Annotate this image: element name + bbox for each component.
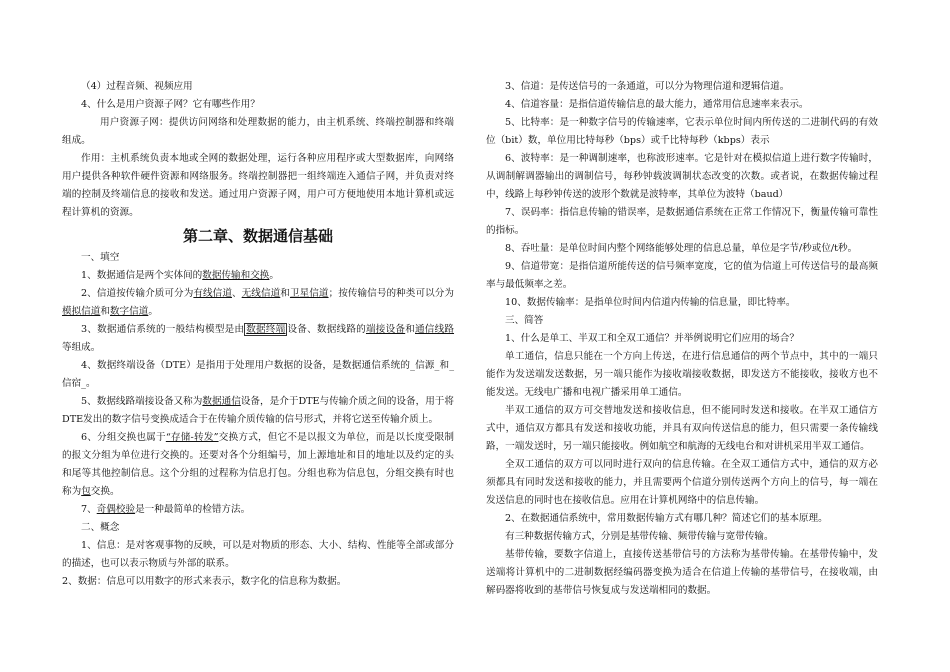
- fill-item-6: 6、分组交换也属于“存储-转发”交换方式，但它不是以报文为单位，而是以长度受限制的报文分组为单位进行交换的。还要对各个分组编号，加上源地址和目的地址以及约定的头和尾等其他控制信息。这个分组的过程称为信息打包。分组也称为信息包，分组交换有时也称为包交换。: [62, 432, 454, 497]
- answer-blank: 卫星信道: [289, 288, 329, 299]
- answer-blank: 数据传输和交换: [202, 270, 270, 281]
- concept-item: 10、数据传输率：是指单位时间内信道内传输的信息量，即比特率。: [505, 297, 796, 308]
- answer-blank: 数据终端: [246, 324, 286, 335]
- answer-blank: 模拟信道: [62, 306, 101, 317]
- right-column: [486, 78, 878, 600]
- concept-item: 6、波特率：是一种调制速率，也称波形速率。它是针对在模拟信道上进行数字传输时，从调制解调器输出的调制信号，每秒钟载波调制状态改变的次数。或者说，在数据传输过程中，线路上每秒钟传送的波形个数就是波特率，其单位为波特（baud）: [486, 153, 878, 200]
- fill-item-2: 2、信道按传输介质可分为有线信道、无线信道和卫星信道；按传输信号的种类可以分为模拟信道和数字信道。: [62, 288, 455, 317]
- fill-item-1: 1、数据通信是两个实体间的数据传输和交换。: [81, 270, 279, 281]
- concept-item: 3、信道：是传送信号的一条通道，可以分为物理信道和逻辑信道。: [505, 81, 790, 92]
- concept-item: 2、数据：信息可以用数字的形式来表示，数字化的信息称为数据。: [62, 576, 347, 587]
- section-heading: 一、填空: [81, 252, 120, 263]
- question: 1、什么是单工、半双工和全双工通信？并举例说明它们应用的场合？: [505, 333, 799, 344]
- left-column: [62, 78, 454, 591]
- paragraph: 半双工通信的双方可交替地发送和接收信息，但不能同时发送和接收。在半双工通信方式中，通信双方都具有发送和接收功能，并具有双向传送信息的能力，但只需要一条传输线路，一端发送时，另一端只能接收。例如航空和航海的无线电台和对讲机采用半双工通信。: [486, 405, 878, 452]
- answer-blank: 端接设备: [365, 324, 406, 335]
- paragraph: 基带传输，要数字信道上，直接传送基带信号的方法称为基带传输。在基带传输中，发送端将计算机中的二进制数据经编码器变换为适合在信道上传输的基带信号，在接收端，由解码器将收到的基带信号恢复成与发送端相同的数据。: [486, 549, 878, 596]
- fill-item-3: 3、数据通信系统的一般结构模型是由 数据终端 设备、数据线路的端接设备和通信线路等组成。: [62, 324, 455, 353]
- chapter-title: 第二章、数据通信基础: [182, 227, 333, 245]
- concept-item: 9、信道带宽：是指信道所能传送的信号频率宽度，它的值为信道上可传送信号的最高频率与最低频率之差。: [486, 261, 878, 290]
- concept-item: 7、误码率：指信息传输的错误率，是数据通信系统在正常工作情况下，衡量传输可靠性的指标。: [486, 207, 878, 236]
- answer-blank: 无线信道: [241, 288, 281, 299]
- answer-blank: 数据通信: [202, 396, 241, 407]
- section-heading: 二、概念: [81, 522, 120, 533]
- answer-blank: 数字信道: [109, 306, 149, 317]
- paragraph: 用户资源子网：提供访问网络和处理数据的能力，由主机系统、终端控制器和终端组成。: [62, 117, 454, 146]
- paragraph: 全双工通信的双方可以同时进行双向的信息传输。在全双工通信方式中，通信的双方必须都具有同时发送和接收的能力，并且需要两个信道分别传送两个方向上的信号，每一端在发送信息的同时也在接收信息。应用在计算机网络中的信息传输。: [486, 459, 878, 506]
- answer-blank: 有线信道: [193, 288, 232, 299]
- fill-item-5: 5、数据线路端接设备又称为数据通信设备，是介于DTE与传输介质之间的设备，用于将DTE发出的数字信号变换成适合于在传输介质传输的信号形式，并将它送至传输介质上。: [62, 396, 455, 425]
- answer-blank: 通信线路: [415, 324, 455, 335]
- concept-item: 8、吞吐量：是单位时间内整个网络能够处理的信息总量，单位是字节/秒或位/t秒。: [505, 243, 858, 254]
- question: 2、在数据通信系统中，常用数据传输方式有哪几种？简述它们的基本原理。: [505, 513, 828, 524]
- answer-blank: 奇偶校验: [96, 504, 136, 515]
- fill-item-7: 7、奇偶校验是一种最简单的检错方法。: [81, 504, 251, 515]
- concept-item: 1、信息：是对客观事物的反映，可以是对物质的形态、大小、结构、性能等全部或部分的描述，也可以表示物质与外部的联系。: [62, 540, 454, 569]
- paragraph: 单工通信，信息只能在一个方向上传送，在进行信息通信的两个节点中，其中的一端只能作为发送端发送数据，另一端只能作为接收端接收数据，即发送方不能接收，接收方也不能发送。无线电广播和电视广播采用单工通信。: [486, 351, 878, 398]
- list-item: （4）过程音频、视频应用: [81, 81, 193, 92]
- answer-blank: “存储-转发”: [165, 432, 219, 443]
- concept-item: 5、比特率：是一种数字信号的传输速率，它表示单位时间内所传送的二进制代码的有效位（bit）数，单位用比特每秒（bps）或千比特每秒（kbps）表示: [486, 117, 878, 146]
- paragraph: 有三种数据传输方式，分别是基带传输、频带传输与宽带传输。: [505, 531, 774, 542]
- section-heading: 三、简答: [505, 315, 544, 326]
- question: 4、什么是用户资源子网？它有哪些作用？: [81, 99, 260, 110]
- answer-blank: 包: [81, 486, 91, 497]
- paragraph: 作用：主机系统负责本地或全网的数据处理，运行各种应用程序或大型数据库，向网络用户提供各种软件硬件资源和网络服务。终端控制器把一组终端连入通信子网，并负责对终端的控制及终端信息的接收和发送。通过用户资源子网，用户可方便地使用本地计算机或远程计算机的资源。: [62, 153, 454, 218]
- fill-item-4: 4、数据终端设备（DTE）是指用于处理用户数据的设备，是数据通信系统的_信源_和_信宿_。: [62, 360, 454, 389]
- concept-item: 4、信道容量：是指信道传输信息的最大能力，通常用信息速率来表示。: [505, 99, 809, 110]
